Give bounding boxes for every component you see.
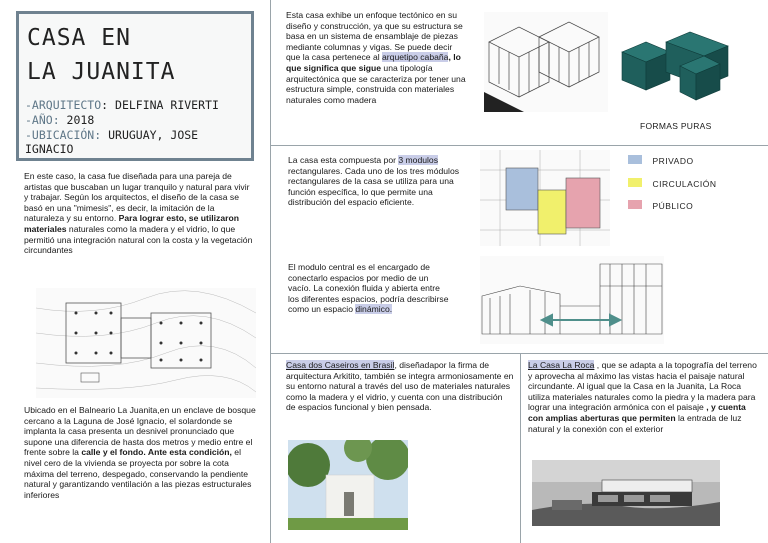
row-divider-bottom	[270, 353, 768, 354]
caseiros-photo	[288, 440, 408, 530]
intro-text-2: naturales como la madera y el vidrio, lo que permitió una integración natural con la costa y la vegetación circundantes	[24, 223, 253, 256]
roca-paragraph	[528, 360, 760, 434]
tectonic-bold: , lo que significa que sigue	[286, 52, 461, 73]
modules-text-2: rectangulares. Cada uno de los tres módulos rectangulares de la casa se utiliza para una función específica, lo que permite una distribución del espacio eficiente.	[288, 165, 460, 208]
central-text: El modulo central es el encargado de conectarlo espacios por medio de un vacío. La conexión fluida y abierta entre los diferentes espacios, podría describirse como un espacio	[288, 262, 449, 315]
roca-text-2: la entrada de luz natural y la conexión con el exterior	[528, 412, 742, 434]
page-title-line1: CASA EN	[27, 25, 131, 51]
formas-puras-svg	[620, 30, 732, 102]
site-paragraph	[24, 405, 256, 500]
location-line	[25, 128, 253, 156]
modules-highlight: 3 modulos	[398, 155, 439, 165]
roca-link: La Casa La Roca	[528, 360, 595, 370]
formas-puras-shapes	[620, 30, 732, 102]
legend-swatch-circulation	[628, 178, 642, 187]
architect-line	[25, 98, 253, 112]
year-value: 2018	[59, 113, 95, 127]
legend-label-private: PRIVADO	[652, 156, 694, 166]
axonometric-drawing	[484, 12, 608, 112]
axonometric-svg	[484, 12, 608, 112]
tectonic-text: Esta casa exhibe un enfoque tectónico en su diseño y construcción, ya que su estructura se basa en un sistema de ensamblaje de piezas mediante columnas y vigas. Se puede decir que la casa pertenece al	[286, 10, 463, 63]
legend-swatch-public	[628, 200, 642, 209]
roca-photo-svg	[532, 460, 720, 526]
caseiros-text: , diseñadapor la firma de arquitectura Arkitito, también se integra armoniosamente en su entorno natural a través del uso de materiales naturales como la madera y el vidrio, y cuenta con una distribución de espacios funcional y bien pensada.	[286, 360, 514, 413]
site-plan-svg	[36, 288, 256, 398]
modules-paragraph	[288, 155, 468, 208]
tectonic-highlight: arquetipo cabaña	[382, 52, 449, 63]
page-title-line2: LA JUANITA	[27, 59, 176, 85]
intro-bold: Para lograr esto, se utilizaron materiales	[24, 213, 239, 234]
roca-photo	[532, 460, 720, 526]
location-value: URUGUAY, JOSE IGNACIO	[25, 128, 199, 156]
connection-arrow	[542, 315, 620, 325]
circulation-module	[538, 190, 566, 234]
legend-private	[628, 151, 694, 169]
site-text: Ubicado en el Balneario La Juanita,en un enclave de bosque cercano a la Laguna de José Ignacio, el solardonde se implanta la casa presenta un desnivel pronunciado que supone una diferencia de hasta dos metros y medio entre el frente sobre la	[24, 405, 256, 458]
site-plan-drawing	[36, 288, 256, 398]
column-divider	[270, 0, 271, 543]
roca-bold: , y cuenta con amplias aberturas que permiten	[528, 402, 746, 423]
private-module	[506, 168, 538, 210]
roca-text: , que se adapta a la topografía del terreno y aprovecha al máximo las vistas hacia el paisaje natural circundante. Al igual que la Casa en la Juanita, La Roca utiliza materiales naturales como la piedra y la madera para lograr una integración armónica con el paisaje	[528, 360, 757, 413]
location-key: -UBICACIÓN:	[25, 128, 102, 142]
tectonic-paragraph	[286, 10, 468, 105]
intro-paragraph	[24, 171, 256, 256]
year-key: -AÑO:	[25, 113, 60, 127]
architect-key: -ARQUITECTO	[25, 98, 102, 112]
legend-public	[628, 196, 693, 214]
public-module	[566, 178, 600, 228]
section-svg	[480, 256, 664, 344]
modules-text: La casa esta compuesta por	[288, 155, 399, 165]
caseiros-link: Casa dos Caseiros en Brasil	[286, 360, 395, 370]
central-module-paragraph	[288, 262, 450, 315]
zoning-plan-svg	[480, 150, 610, 246]
title-box	[16, 11, 254, 161]
row-divider-top	[270, 145, 768, 146]
section-drawing	[480, 256, 664, 344]
architect-value: : DELFINA RIVERTI	[101, 98, 219, 112]
zoning-plan	[480, 150, 610, 246]
legend-label-public: PÚBLICO	[652, 201, 694, 211]
intro-text: En este caso, la casa fue diseñada para una pareja de artistas que buscaban un lugar tranquilo y natural para vivir y trabajar. Según los arquitectos, el diseño de la casa se basó en una "mimesis", es decir, la imitación de la naturaleza y su entorno.	[24, 171, 250, 224]
bottom-divider	[520, 354, 521, 543]
caseiros-paragraph	[286, 360, 514, 413]
site-bold: calle y el fondo. Ante esta condición,	[81, 447, 232, 458]
legend-swatch-private	[628, 155, 642, 164]
central-highlight: dinámico.	[355, 304, 393, 315]
caseiros-photo-svg	[288, 440, 408, 530]
legend-label-circulation: CIRCULACIÓN	[652, 179, 717, 189]
year-line	[25, 113, 253, 127]
tectonic-text-2: una tipología arquitectónica que se caracteriza por tener una estructura simple, construida con materiales naturales como madera	[286, 62, 466, 105]
formas-puras-label: FORMAS PURAS	[640, 121, 712, 131]
site-text-2: el nivel cero de la vivienda se proyecta por sobre la cota máxima del terreno, despegado, conservando la pendiente natural y garantizando ventilación a las piezas estructurales inferiores	[24, 447, 252, 500]
legend-circulation	[628, 174, 717, 192]
